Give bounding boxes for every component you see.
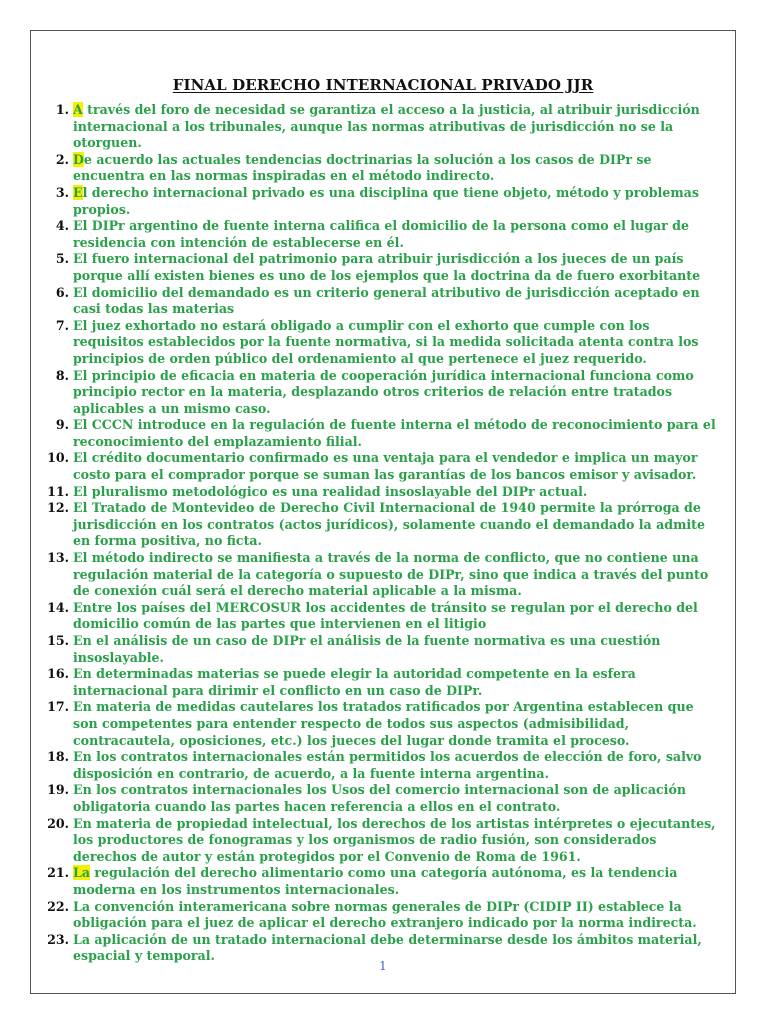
- document-page: [30, 30, 736, 994]
- item-text: [69, 500, 721, 550]
- item-text: [69, 782, 721, 815]
- list-item: [41, 102, 721, 152]
- list-item: [41, 550, 721, 600]
- item-text: [69, 699, 721, 749]
- item-body: La convención interamericana sobre normas generales de DIPr (CIDIP II) establece la obligación para el juez de aplicar el derecho extranjero indicado por la norma indirecta.: [73, 898, 697, 931]
- item-number: 15.: [47, 633, 69, 648]
- item-body: El principio de eficacia en materia de cooperación jurídica internacional funciona como principio rector en la materia, desplazando otros criterios de relación entre tratados aplicables a un mismo caso.: [73, 367, 694, 416]
- item-number: 8.: [55, 367, 69, 383]
- document-title: FINAL DERECHO INTERNACIONAL PRIVADO JJR: [172, 76, 594, 94]
- list-item: [41, 218, 721, 251]
- list-item: [41, 368, 721, 418]
- list-item: [41, 699, 721, 749]
- item-body: El DIPr argentino de fuente interna califica el domicilio de la persona como el lugar de residencia con intención de establecerse en él.: [73, 218, 689, 250]
- list-item: [41, 749, 721, 782]
- list-item: [41, 600, 721, 633]
- highlighted-text: D: [73, 151, 84, 167]
- item-body: El CCCN introduce en la regulación de fuente interna el método de reconocimiento para el reconocimiento del emplazamiento filial.: [73, 417, 716, 449]
- item-body: El Tratado de Montevideo de Derecho Civil Internacional de 1940 permite la prórroga de jurisdicción en los contratos (actos jurídicos), solamente cuando el demandado la admite en forma positiva, no ficta.: [73, 500, 706, 549]
- item-number: 1.: [55, 102, 69, 117]
- list-item: [41, 816, 721, 866]
- item-body: En los contratos internacionales los Usos del comercio internacional son de aplicación obligatoria cuando las partes hacen referencia a ellos en el contrato.: [73, 782, 687, 814]
- item-number: 7.: [55, 317, 69, 333]
- item-number: 14.: [47, 599, 69, 615]
- item-number: 20.: [47, 815, 69, 831]
- list-item: [41, 484, 721, 501]
- item-number: 21.: [47, 865, 69, 881]
- item-number: 19.: [47, 782, 69, 798]
- list-item: [41, 185, 721, 218]
- item-body: En materia de propiedad intelectual, los derechos de los artistas intérpretes o ejecutantes, los productores de fonogramas y los organismos de radio fusión, son considerados derechos de autor y están protegidos por el Convenio de Roma de 1961.: [73, 815, 716, 864]
- item-number: 22.: [47, 898, 69, 914]
- list-item: [41, 899, 721, 932]
- item-text: [69, 417, 721, 450]
- item-text: [69, 666, 721, 699]
- item-text: [69, 218, 721, 251]
- list-item: [41, 450, 721, 483]
- item-number: 18.: [47, 749, 69, 765]
- item-number: 6.: [55, 284, 69, 300]
- item-text: [69, 550, 721, 600]
- item-text: [69, 102, 721, 152]
- item-number: 5.: [55, 251, 69, 267]
- list-item: [41, 285, 721, 318]
- item-body: La aplicación de un tratado internacional debe determinarse desde los ámbitos material, espacial y temporal.: [73, 931, 702, 964]
- item-body: El pluralismo metodológico es una realidad insoslayable del DIPr actual.: [73, 483, 588, 499]
- item-number: 2.: [55, 151, 69, 167]
- item-body: través del foro de necesidad se garantiza el acceso a la justicia, al atribuir jurisdicción internacional a los tribunales, aunque las normas atributivas de jurisdicción no se la otorguen.: [73, 102, 700, 151]
- list-item: [41, 417, 721, 450]
- item-body: e acuerdo las actuales tendencias doctrinarias la solución a los casos de DIPr se encuentra en las normas inspiradas en el método indirecto.: [73, 151, 652, 184]
- page-number: 1: [379, 959, 387, 973]
- item-number: 17.: [47, 699, 69, 715]
- item-number: 12.: [47, 500, 69, 516]
- list-item: [41, 666, 721, 699]
- statement-list: [41, 102, 721, 965]
- item-body: El juez exhortado no estará obligado a cumplir con el exhorto que cumple con los requisitos establecidos por la fuente normativa, si la medida solicitada atenta contra los principios de orden público del ordenamiento al que pertenece el juez requerido.: [73, 317, 699, 366]
- highlighted-text: A: [73, 102, 83, 117]
- item-text: [69, 185, 721, 218]
- item-body: En el análisis de un caso de DIPr el análisis de la fuente normativa es una cuestión insoslayable.: [73, 633, 661, 665]
- item-body: En los contratos internacionales están permitidos los acuerdos de elección de foro, salvo disposición en contrario, de acuerdo, a la fuente interna argentina.: [73, 749, 702, 781]
- item-text: [69, 318, 721, 368]
- item-body: El crédito documentario confirmado es una ventaja para el vendedor e implica un mayor costo para el comprador porque se suman las garantías de los bancos emisor y avisador.: [73, 450, 698, 483]
- item-number: 11.: [47, 483, 69, 499]
- item-text: [69, 633, 721, 666]
- item-body: El fuero internacional del patrimonio para atribuir jurisdicción a los jueces de un país porque allí existen bienes es uno de los ejemplos que la doctrina da de fuero exorbitante: [73, 251, 701, 283]
- item-number: 23.: [47, 931, 69, 947]
- item-number: 10.: [47, 450, 69, 466]
- item-body: regulación del derecho alimentario como una categoría autónoma, es la tendencia moderna en los instrumentos internacionales.: [73, 865, 678, 897]
- item-text: [69, 285, 721, 318]
- item-text: [69, 450, 721, 483]
- list-item: [41, 152, 721, 185]
- list-item: [41, 500, 721, 550]
- item-body: l derecho internacional privado es una disciplina que tiene objeto, método y problemas propios.: [73, 184, 699, 217]
- item-number: 3.: [55, 184, 69, 200]
- item-text: [69, 816, 721, 866]
- list-item: [41, 782, 721, 815]
- item-body: En materia de medidas cautelares los tratados ratificados por Argentina establecen que son competentes para entender respecto de todos sus aspectos (admisibilidad, contracautela, oposiciones, etc.) los jueces del lugar donde tramita el proceso.: [73, 699, 694, 748]
- item-text: [69, 152, 721, 185]
- item-number: 9.: [55, 417, 69, 433]
- highlighted-text: E: [73, 184, 83, 200]
- item-body: El método indirecto se manifiesta a través de la norma de conflicto, que no contiene una regulación material de la categoría o supuesto de DIPr, sino que indica a través del punto de conexión cuál será el derecho material aplicable a la misma.: [73, 550, 709, 599]
- item-number: 13.: [47, 550, 69, 566]
- list-item: [41, 318, 721, 368]
- list-item: [41, 633, 721, 666]
- item-text: [69, 749, 721, 782]
- highlighted-text: La: [73, 865, 91, 881]
- list-item: [41, 865, 721, 898]
- item-text: [69, 899, 721, 932]
- item-text: [69, 368, 721, 418]
- item-body: Entre los países del MERCOSUR los accidentes de tránsito se regulan por el derecho del domicilio común de las partes que intervienen en el litigio: [73, 599, 698, 632]
- item-text: [69, 600, 721, 633]
- item-text: [69, 251, 721, 284]
- item-number: 16.: [47, 666, 69, 682]
- item-body: En determinadas materias se puede elegir la autoridad competente en la esfera internacional para dirimir el conflicto en un caso de DIPr.: [73, 666, 636, 698]
- item-text: [69, 484, 721, 501]
- list-item: [41, 251, 721, 284]
- item-body: El domicilio del demandado es un criterio general atributivo de jurisdicción aceptado en casi todas las materias: [73, 284, 700, 317]
- item-text: [69, 865, 721, 898]
- item-number: 4.: [55, 218, 69, 234]
